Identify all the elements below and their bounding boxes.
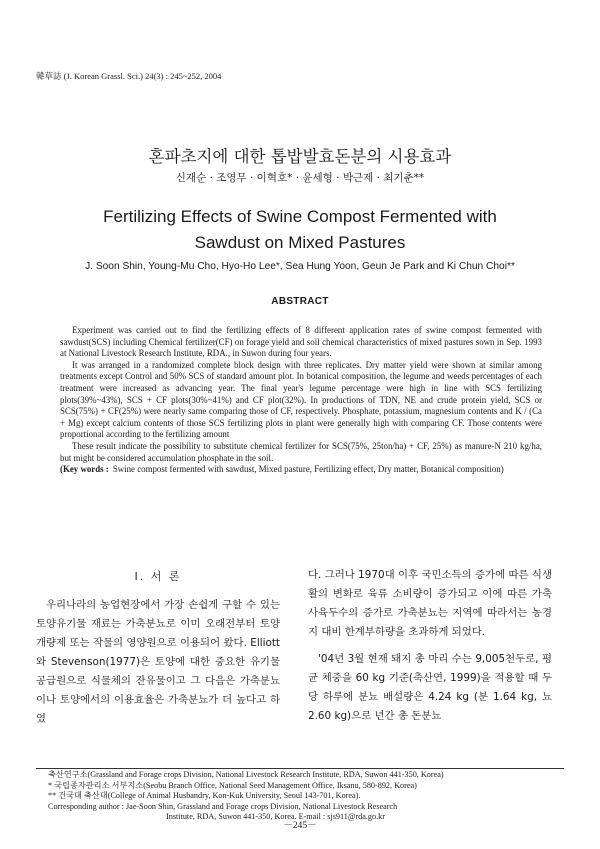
footnote-divider xyxy=(36,768,564,769)
body-paragraph: '04년 3월 현재 돼지 총 마리 수는 9,005천두로, 평균 체중을 60 kg 기준(축산연, 1999)을 적용할 때 두당 하루에 분뇨 배설량은 4.24 kg (분 1.64 kg, 뇨 2.60 kg)으로 년간 총 돈분뇨 xyxy=(308,653,552,722)
footnote-affiliation: * 국립종자관리소 서부지소(Seobu Branch Office, National Seed Management Office, Iksanu, 580-892, Korea) xyxy=(48,780,417,790)
page-number: －245－ xyxy=(283,821,317,831)
abstract-paragraph: These result indicate the possibility to substitute chemical fertilizer for SCS(75%, 25ton/ha) + CF, 25%) as manure-N 210 kg/ha, but might be considered accumulation phosphate in the soil. xyxy=(60,440,542,463)
keywords xyxy=(60,464,542,476)
section-heading-introduction: Ⅰ. 서 론 xyxy=(134,570,182,583)
footnote-affiliation: ** 건국대 축산대(College of Animal Husbandry, Kon-Kuk University, Seoul 143-701, Korea). xyxy=(48,791,361,800)
korean-title: 혼파초지에 대한 톱밥발효돈분의 시용효과 xyxy=(148,147,452,166)
footnote-corresponding-address: Institute, RDA, Suwon 441-350, Korea. E-mail : sjs911@rda.go.kr xyxy=(166,812,385,821)
body-paragraph: 우리나라의 농업현장에서 가장 손쉽게 구할 수 있는 토양유기물 재료는 가축분뇨로 이미 오래전부터 토양개량제 또는 작물의 영양원으로 이용되어 왔다. Elliott와 Stevenson(1977)은 토양에 대한 중요한 유기물 공급원으로 식물체의 잔유물이고 그 다음은 가축분뇨이나 토양에서의 이용효율은 가축분뇨가 더 높다고 하였 xyxy=(36,599,280,725)
english-authors: J. Soon Shin, Young-Mu Cho, Hyo-Ho Lee*, Sea Hung Yoon, Geun Je Park and Ki Chun Choi** xyxy=(85,261,515,272)
korean-authors: 신재순 · 조영무 · 이혁호* · 윤세형 · 박근제 · 최기춘** xyxy=(175,172,425,184)
abstract-paragraph: It was arranged in a randomized complete block design with three replicates. Dry matter yield were shown at similar among treatments except Control and 50% SCS of standard amount plot. In botanical composition, the legume and weeds percentages of each treatment were increased as advancing year. The final year's legume percentage were high in line with SCS fertilizing plots(39%~43%), SCS + CF plots(30%~41%) and CF plot(32%). In productions of TDN, NE and crude protein yield, SCS or SCS(75%) + CF(25%) were nearly same comparing those of CF, respectively. Phosphate, potassium, magnesium contents and K / (Ca + Mg) except calcium contents of those SCS fertilizing plots in plant were generally high with comparing CF. Those contents were proportional according to the fertilizing amount xyxy=(60,359,542,440)
footnote-corresponding-author: Corresponding author : Jae-Soon Shin, Grassland and Forage crops Division, National Livestock Research xyxy=(48,801,398,811)
abstract-heading: ABSTRACT xyxy=(271,296,329,307)
journal-reference: 韓草誌 (J. Korean Grassl. Sci.) 24(3) : 245~252, 2004 xyxy=(36,71,222,81)
english-title-line1: Fertilizing Effects of Swine Compost Fermented with xyxy=(103,207,497,226)
keywords-label: (Key words : xyxy=(60,464,109,475)
keywords-text: Swine compost fermented with sawdust, Mixed pasture, Fertilizing effect, Dry matter, Botanical composition) xyxy=(112,464,504,475)
abstract-body xyxy=(60,325,542,476)
footnotes xyxy=(48,770,568,823)
body-left-column xyxy=(36,596,280,729)
body-right-column xyxy=(308,566,552,726)
footnote-affiliation: 축산연구소(Grassland and Forage crops Division, National Livestock Research Institute, RDA, Suwon 441-350, Korea) xyxy=(48,770,444,779)
body-paragraph: 다. 그러나 1970대 이후 국민소득의 증가에 따른 식생활의 변화로 육류 소비량이 증가되고 이에 따른 가축 사육두수의 증가로 가축분뇨는 지역에 따라서는 농경지 대비 한계부하량을 초과하게 되었다. xyxy=(308,569,552,638)
english-title-line2: Sawdust on Mixed Pastures xyxy=(194,233,406,252)
abstract-paragraph: Experiment was carried out to find the fertilizing effects of 8 different application rates of swine compost fermented with sawdust(SCS) including Chemical fertilizer(CF) on forage yield and soil chemical characteristics of mixed pastures sown in Sep. 1993 at National Livestock Research Institute, RDA., in Suwon during four years. xyxy=(60,325,542,359)
